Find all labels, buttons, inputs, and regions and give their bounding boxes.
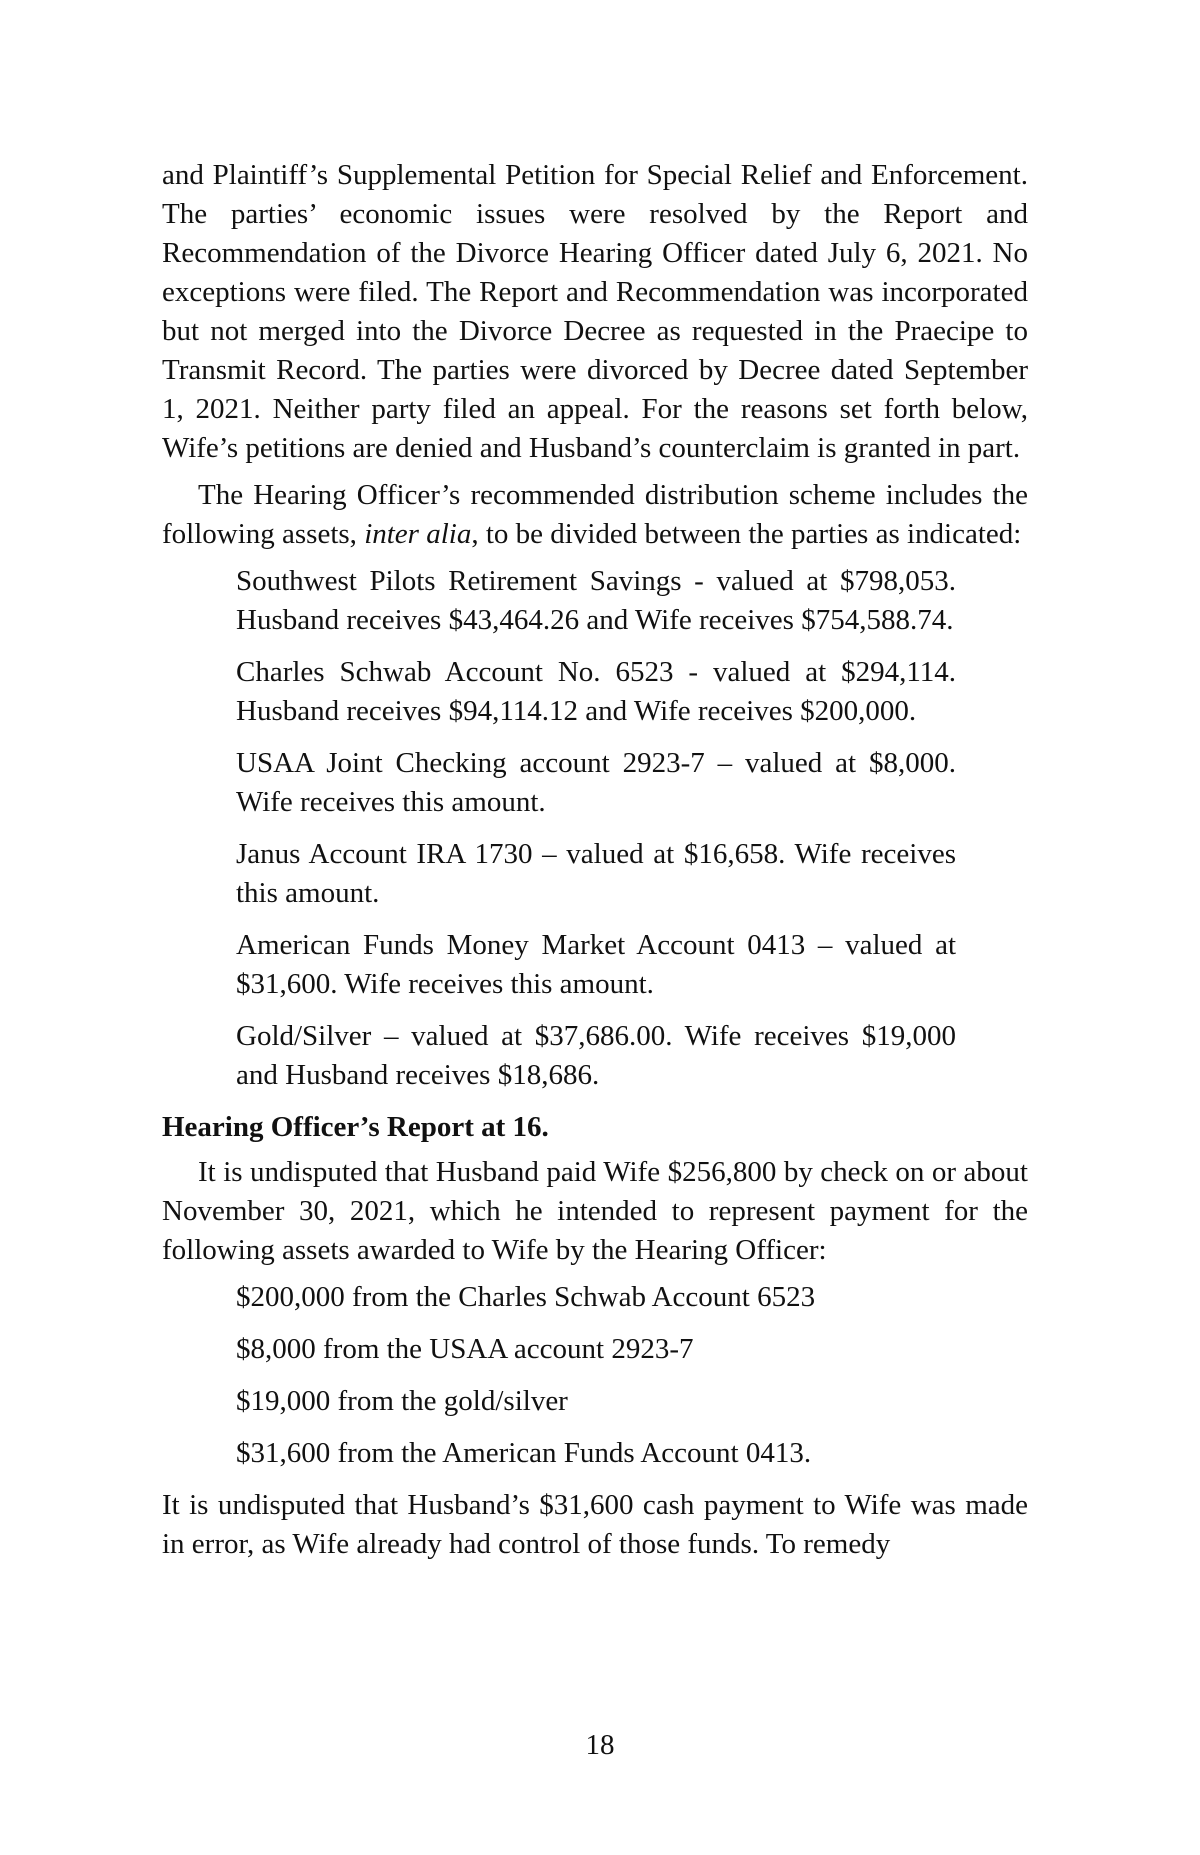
asset-item-usaa: USAA Joint Checking account 2923-7 – valued at $8,000. Wife receives this amount. [236,747,956,818]
document-page [162,156,1028,1572]
report-citation: Hearing Officer’s Report at 16. [162,1111,549,1143]
distribution-intro-text: The Hearing Officer’s recommended distribution scheme includes the following assets, [162,479,1028,550]
asset-list [162,562,956,1095]
paragraph-distribution-intro [162,476,1028,554]
payment-item-usaa: $8,000 from the USAA account 2923-7 [236,1333,694,1365]
paragraph-payment-error: It is undisputed that Husband’s $31,600 cash payment to Wife was made in error, as Wife already had control of those funds. To remedy [162,1489,1028,1560]
asset-item-southwest: Southwest Pilots Retirement Savings - valued at $798,053. Husband receives $43,464.26 and Wife receives $754,588.74. [236,565,956,636]
paragraph-payment-intro: It is undisputed that Husband paid Wife $256,800 by check on or about November 30, 2021, which he intended to represent payment for the following assets awarded to Wife by the Hearing Officer: [162,1156,1028,1266]
asset-item-schwab: Charles Schwab Account No. 6523 - valued at $294,114. Husband receives $94,114.12 and Wife receives $200,000. [236,656,956,727]
payment-item-schwab: $200,000 from the Charles Schwab Account 6523 [236,1281,816,1313]
payment-item-american-funds: $31,600 from the American Funds Account 0413. [236,1437,812,1469]
payment-list [162,1278,1028,1473]
page-number: 18 [585,1729,615,1761]
latin-phrase: inter alia [364,518,472,550]
distribution-intro-text-end: , to be divided between the parties as indicated: [471,518,1022,550]
asset-item-gold-silver: Gold/Silver – valued at $37,686.00. Wife receives $19,000 and Husband receives $18,686. [236,1020,956,1091]
asset-item-janus: Janus Account IRA 1730 – valued at $16,658. Wife receives this amount. [236,838,956,909]
paragraph-procedural-history: and Plaintiff’s Supplemental Petition for Special Relief and Enforcement. The parties’ economic issues were resolved by the Report and Recommendation of the Divorce Hearing Officer dated July 6, 2021. No exceptions were filed. The Report and Recommendation was incorporated but not merged into the Divorce Decree as requested in the Praecipe to Transmit Record. The parties were divorced by Decree dated September 1, 2021. Neither party filed an appeal. For the reasons set forth below, Wife’s petitions are denied and Husband’s counterclaim is granted in part. [162,159,1028,464]
asset-item-american-funds: American Funds Money Market Account 0413 – valued at $31,600. Wife receives this amount. [236,929,956,1000]
payment-item-gold-silver: $19,000 from the gold/silver [236,1385,568,1417]
